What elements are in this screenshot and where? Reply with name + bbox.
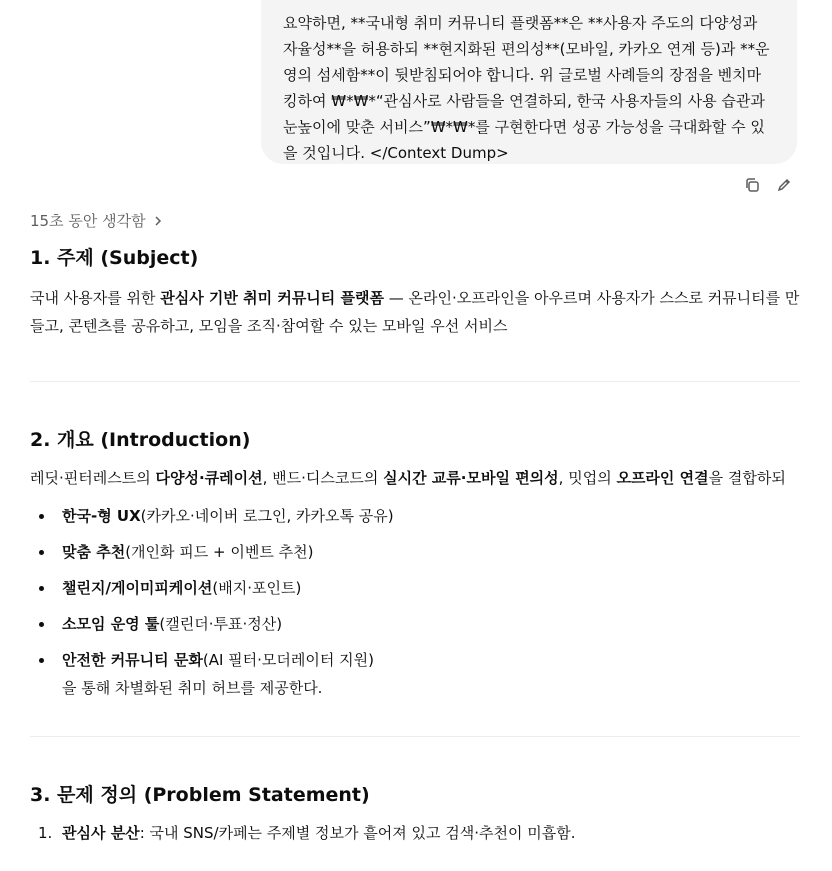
intro-heading: 2. 개요 (Introduction)	[30, 429, 251, 451]
problem-text: : 국내 SNS/카페는 주제별 정보가 흩어져 있고 검색·추천이 미흡함.	[139, 824, 576, 842]
bullet-bold: 소모임 운영 툴	[62, 615, 160, 633]
list-item	[30, 574, 800, 602]
pencil-icon	[776, 177, 792, 193]
subject-paragraph	[30, 284, 800, 340]
intro-text-4: 을 결합하되	[708, 469, 786, 487]
list-number: 1.	[38, 824, 53, 842]
list-item	[30, 502, 800, 530]
divider	[30, 381, 800, 382]
intro-text-2: , 밴드·디스코드의	[262, 469, 384, 487]
edit-button[interactable]	[774, 175, 794, 195]
divider	[30, 736, 800, 737]
bullet-bold: 챌린지/게이미피케이션	[62, 579, 213, 597]
message-actions	[742, 175, 794, 195]
problem-bold: 관심사 분산	[62, 824, 140, 842]
subject-text-bold: 관심사 기반 취미 커뮤니티 플랫폼	[160, 289, 384, 307]
copy-button[interactable]	[742, 175, 762, 195]
chevron-right-icon	[152, 215, 164, 227]
list-item	[30, 819, 800, 847]
subject-text-b: — 온라인·오프라인을 아우르며 사용자가 스스로 커뮤니티를 만들고, 콘텐츠를 공유하고, 모임을 조직·참여할 수 있는 모바일 우선 서비스	[30, 289, 800, 335]
bullet-tail-text: 을 통해 차별화된 취미 허브를 제공한다.	[62, 679, 323, 697]
thought-toggle[interactable]	[30, 210, 164, 231]
bullet-text: (카카오·네이버 로그인, 카카오톡 공유)	[140, 507, 394, 525]
bullet-bold: 안전한 커뮤니티 문화	[62, 651, 203, 669]
intro-bold-2: 실시간 교류·모바일 편의성	[383, 469, 559, 487]
thought-label: 15초 동안 생각함	[30, 212, 146, 230]
bullet-text: (캘린더·투표·정산)	[159, 615, 283, 633]
intro-bullet-list	[30, 502, 800, 702]
assistant-response	[30, 244, 800, 847]
copy-icon	[744, 177, 760, 193]
problem-list	[30, 819, 800, 847]
intro-text-1: 레딧·핀터레스트의	[30, 469, 156, 487]
subject-heading: 1. 주제 (Subject)	[30, 247, 199, 269]
list-item	[30, 610, 800, 638]
bullet-text: (AI 필터·모더레이터 지원)	[202, 651, 374, 669]
intro-paragraph	[30, 464, 800, 492]
bullet-bold: 한국-형 UX	[62, 507, 141, 525]
subject-text-a: 국내 사용자를 위한	[30, 289, 161, 307]
bullet-text: (개인화 피드 + 이벤트 추천)	[125, 543, 314, 561]
intro-bold-3: 오프라인 연결	[616, 469, 709, 487]
bullet-bold: 맞춤 추천	[62, 543, 126, 561]
intro-text-3: , 밋업의	[558, 469, 617, 487]
problem-heading: 3. 문제 정의 (Problem Statement)	[30, 784, 370, 806]
list-item	[30, 646, 800, 702]
user-message-bubble	[261, 0, 797, 164]
user-message-text: 요약하면, **국내형 취미 커뮤니티 플랫폼**은 **사용자 주도의 다양성과 자율성**을 허용하되 **현지화된 편의성**(모바일, 카카오 연계 등)과 **운영의 섬세함**이 뒷받침되어야 합니다. 위 글로벌 사례들의 장점을 벤치마킹하여 ₩*₩*“관심사로 사람들을 연결하되, 한국 사용자들의 사용 습관과 눈높이에 맞춘 서비스”₩*₩*를 구현한다면 성공 가능성을 극대화할 수 있을 것입니다. </Context Dump>	[283, 14, 770, 162]
intro-bold-1: 다양성·큐레이션	[155, 469, 263, 487]
list-item	[30, 538, 800, 566]
bullet-text: (배지·포인트)	[212, 579, 302, 597]
